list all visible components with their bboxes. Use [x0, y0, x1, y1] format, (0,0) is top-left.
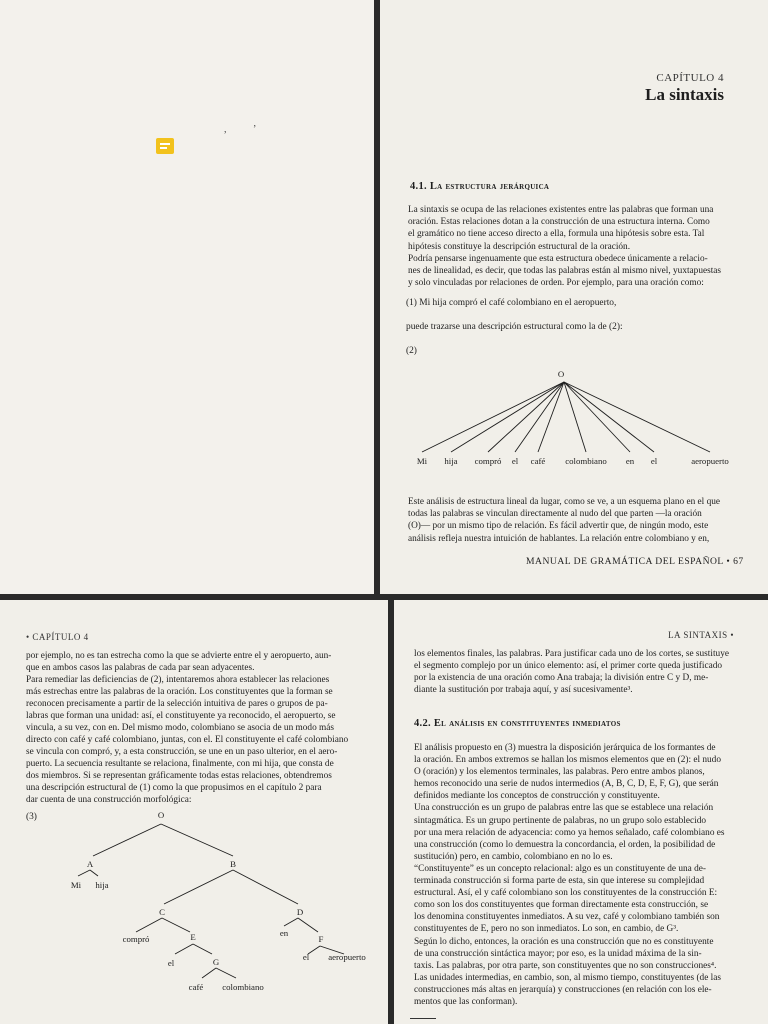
tree2-leaf: café [530, 456, 546, 466]
text-line: diante la sustitución por trabaja aquí, y así sucesivamente³. [414, 685, 633, 695]
text-line: dos miembros. Si se representan gráficamente todas estas relaciones, obtendremos [26, 771, 332, 781]
text-line: taxis. Las palabras, por otra parte, son constituyentes que no son construcciones⁴. [414, 960, 717, 971]
text-line: El análisis propuesto en (3) muestra la disposición jerárquica de los formantes de [414, 743, 716, 753]
chapter-title: La sintaxis [645, 85, 724, 104]
text-line: mentos que las conforman). [414, 996, 518, 1007]
page-footer: MANUAL DE GRAMÁTICA DEL ESPAÑOL • 67 [526, 556, 744, 567]
text-line: reconocen precisamente a partir de la selección intuitiva de pares o grupos de pa- [26, 699, 328, 709]
tree2-root: O [557, 369, 565, 379]
text-line: los elementos finales, las palabras. Para justificar cada uno de los cortes, se sustituye [414, 649, 729, 659]
paragraph-constituents [26, 650, 372, 806]
hierarchical-tree-diagram [40, 808, 380, 1004]
tree3-word: café [188, 982, 204, 992]
text-line: y solo vinculadas por relaciones de orden. Por ejemplo, para una oración como: [408, 278, 704, 289]
section-title-4-1: 4.1. La estructura jerárquica [410, 181, 550, 192]
tree2-leaf: compró [474, 456, 502, 466]
text-line: por una mera relación de adyacencia: como ya hemos señalado, café colombiano es [414, 827, 725, 838]
tree3-word: compró [122, 934, 150, 944]
scan-specks: , ’ [224, 124, 269, 135]
paragraph-lead-2: puede trazarse una descripción estructural como la de (2): [406, 322, 623, 332]
text-line: constituyentes de E, pero no son inmediatos. Lo son, en cambio, de G³. [414, 924, 679, 935]
tree2-leaf: colombiano [565, 456, 607, 466]
text-line: una construcción (como lo demuestra la concordancia, el orden, la posibilidad de [414, 839, 716, 850]
text-line: hipótesis constituye la descripción estructural de la oración. [408, 241, 631, 252]
text-line: dar cuenta de una construcción morfológica: [26, 795, 192, 805]
comment-note-icon[interactable] [156, 138, 174, 154]
page-67 [380, 0, 768, 594]
text-line: sustitución) pero, en cambio, colombiano en no lo es. [414, 851, 613, 862]
text-line: “Constituyente” es un concepto relacional: algo es un constituyente de una de- [414, 863, 706, 874]
text-line: O (oración) y los elementos terminales, las palabras. Pero entre ambos planos, [414, 767, 705, 778]
text-line: definidos mediante los conceptos de construcción y constituyente. [414, 791, 660, 802]
text-line: los denomina constituyentes inmediatos. A su vez, café y colombiano también son [414, 912, 720, 923]
text-line: Las unidades intermedias, en cambio, son, al mismo tiempo, constituyentes (de las [414, 972, 721, 983]
text-line: puerto. La secuencia resultante se relaciona, finalmente, con mi hija, que consta de [26, 759, 334, 769]
paragraph-intro [408, 204, 748, 289]
tree3-word: el [167, 958, 175, 968]
tree3-node-o: O [157, 810, 165, 820]
text-line: análisis refleja nuestra intuición de hablantes. La relación entre colombiano y en, [408, 533, 710, 544]
tree3-node-e: E [190, 932, 196, 942]
text-line: el gramático no tiene acceso directo a ella, formula una hipótesis sobre esta. Tal [408, 229, 705, 240]
text-line: vincula, a su vez, con en. Del mismo modo, colombiano se asocia de un modo más [26, 723, 335, 733]
example-2-label: (2) [406, 346, 417, 356]
example-1: (1) Mi hija compró el café colombiano en el aeropuerto, [406, 298, 617, 308]
running-head-right: LA SINTAXIS • [668, 630, 734, 640]
text-line: Podría pensarse ingenuamente que esta estructura obedece únicamente a relacio- [408, 253, 708, 264]
section-title-4-2: 4.2. El análisis en constituyentes inmediatos [414, 718, 621, 729]
tree2-leaf: hija [444, 456, 458, 466]
tree3-word: el [302, 952, 310, 962]
tree3-word: Mi [70, 880, 82, 890]
text-line: terminada construcción si forma parte de esta, sin que interese su complejidad [414, 876, 705, 887]
tree3-word: hija [95, 880, 109, 890]
text-line: la oración. En ambos extremos se hallan los mismos elementos que en (2): el nudo [414, 755, 721, 766]
tree3-node-g: G [212, 957, 220, 967]
text-line: por la existencia de una oración como Ana trabaja; la división entre C y D, me- [414, 673, 709, 683]
tree3-node-d: D [296, 907, 304, 917]
footnote-rule [410, 1018, 436, 1019]
text-line: se vincula con compró, y, a esta construcción, se une en un paso ulterior, en el aero- [26, 747, 338, 757]
tree3-node-f: F [318, 934, 324, 944]
flat-tree-diagram [380, 366, 768, 476]
text-line: una descripción estructural de (1) como la que propusimos en el capítulo 2 para [26, 783, 322, 793]
text-line: directo con café y café colombiano, juntas, con el. El constituyente el café colombiano [26, 735, 349, 745]
text-line: oración. Estas relaciones dotan a la construcción de una estructura interna. Como [408, 217, 710, 228]
running-head-left: • CAPÍTULO 4 [26, 632, 89, 642]
tree3-node-c: C [159, 907, 165, 917]
blank-left-page [0, 0, 374, 594]
tree2-leaf: en [625, 456, 635, 466]
text-line: Para remediar las deficiencias de (2), intentaremos ahora establecer las relaciones [26, 675, 330, 685]
text-line: estructural. Así, el y café colombiano son los constituyentes de la construcción E: [414, 888, 718, 899]
text-line: construcciones más altas en jerarquía) y construcciones (en relación con los ele- [414, 984, 712, 995]
example-3-label: (3) [26, 812, 37, 822]
tree3-word: aeropuerto [328, 952, 366, 962]
tree2-leaf: el [511, 456, 519, 466]
text-line: el segmento complejo por un único elemento: así, el primer corte queda justificado [414, 661, 722, 671]
paragraph-construction [414, 742, 734, 1008]
text-line: todas las palabras se vinculan directamente al nudo del que parten —la oración [408, 509, 702, 520]
chapter-heading [645, 72, 724, 105]
paragraph-cuts [414, 648, 734, 696]
text-line: (O)— por un mismo tipo de relación. Es fácil advertir que, de ningún modo, este [408, 521, 709, 532]
tree3-word: colombiano [222, 982, 264, 992]
text-line: como son los dos constituyentes que forman directamente esta construcción, se [414, 900, 709, 911]
tree2-leaf: aeropuerto [691, 456, 729, 466]
tree2-leaf: Mi [416, 456, 428, 466]
text-line: sintagmática. Es un grupo pertinente de palabras, no un grupo solo establecido [414, 815, 706, 826]
tree2-leaf: el [650, 456, 658, 466]
text-line: Este análisis de estructura lineal da lugar, como se ve, a un esquema plano en el que [408, 497, 720, 507]
text-line: La sintaxis se ocupa de las relaciones existentes entre las palabras que forman una [408, 205, 714, 215]
text-line: por ejemplo, no es tan estrecha como la que se advierte entre el y aeropuerto, aun- [26, 651, 332, 661]
text-line: que en ambos casos las palabras de cada par sean adyacentes. [26, 663, 255, 673]
text-line: de una construcción sintáctica mayor; por eso, es la unidad máxima de la sin- [414, 948, 702, 959]
text-line: Una construcción es un grupo de palabras entre las que se establece una relación [414, 803, 714, 814]
tree3-word: en [279, 928, 289, 938]
chapter-label: CAPÍTULO 4 [656, 72, 724, 84]
text-line: hemos reconocido una serie de nudos intermedios (A, B, C, D, E, F, G), que serán [414, 779, 719, 790]
text-line: nes de linealidad, es decir, que todas las palabras están al mismo nivel, yuxtapuestas [408, 266, 722, 277]
tree3-node-a: A [86, 859, 94, 869]
text-line: más estrechas entre las palabras de la oración. Los constituyentes que la forman se [26, 687, 333, 697]
text-line: labras que forman una unidad: así, el constituyente ya reconocido, el aeropuerto, se [26, 711, 336, 721]
tree3-node-b: B [230, 859, 236, 869]
paragraph-flat-analysis [408, 496, 748, 545]
text-line: Según lo dicho, entonces, la oración es una construcción que no es constituyente [414, 936, 714, 947]
